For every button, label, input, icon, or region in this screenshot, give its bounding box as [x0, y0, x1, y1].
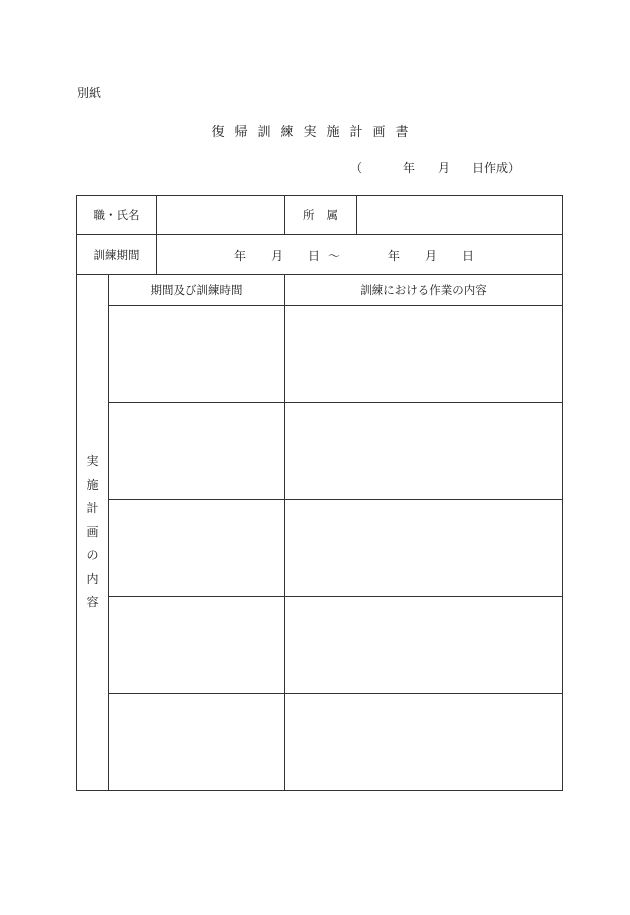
plan-label-char: 計	[86, 501, 99, 516]
annex-label: 別紙	[77, 86, 102, 100]
creation-date-month: 月	[438, 161, 451, 175]
plan-row	[77, 306, 563, 403]
plan-period-cell[interactable]	[109, 403, 285, 500]
affiliation-field[interactable]	[357, 196, 563, 235]
plan-work-cell[interactable]	[285, 306, 563, 403]
name-label: 職・氏名	[77, 196, 157, 235]
affiliation-label-text: 所属	[303, 208, 350, 222]
period-label: 訓練期間	[77, 235, 157, 275]
plan-label-char: 実	[86, 454, 99, 469]
period-start-year: 年	[234, 248, 247, 263]
period-end-year: 年	[388, 248, 401, 263]
period-start-day: 日	[308, 248, 321, 263]
plan-label-char: 容	[86, 595, 99, 610]
plan-period-cell[interactable]	[109, 694, 285, 791]
plan-work-cell[interactable]	[285, 694, 563, 791]
period-row	[77, 235, 563, 275]
name-row	[77, 196, 563, 235]
period-start-month: 月	[271, 248, 284, 263]
plan-label-char: の	[86, 548, 99, 563]
creation-date-day: 日作成）	[472, 161, 521, 175]
plan-row	[77, 694, 563, 791]
plan-period-cell[interactable]	[109, 597, 285, 694]
plan-label-char: 画	[86, 524, 99, 539]
period-field[interactable]	[157, 235, 563, 275]
affiliation-label	[285, 196, 357, 235]
plan-label-char: 内	[86, 571, 99, 586]
plan-period-cell[interactable]	[109, 306, 285, 403]
plan-work-cell[interactable]	[285, 500, 563, 597]
plan-form-table	[76, 195, 563, 791]
plan-row	[77, 597, 563, 694]
plan-period-cell[interactable]	[109, 500, 285, 597]
col-header-period: 期間及び訓練時間	[109, 275, 285, 306]
plan-row	[77, 500, 563, 597]
creation-date-year: 年	[403, 161, 416, 175]
period-end-month: 月	[425, 248, 438, 263]
period-tilde: ～	[328, 248, 341, 263]
plan-label-char: 施	[86, 477, 99, 492]
creation-date-open-paren: （	[350, 161, 363, 175]
plan-header-row	[77, 275, 563, 306]
plan-section-label	[77, 275, 109, 791]
plan-row	[77, 403, 563, 500]
name-field[interactable]	[157, 196, 285, 235]
period-end-day: 日	[462, 248, 475, 263]
creation-date	[348, 159, 521, 175]
plan-work-cell[interactable]	[285, 597, 563, 694]
plan-work-cell[interactable]	[285, 403, 563, 500]
document-title: 復帰訓練実施計画書	[211, 125, 419, 140]
col-header-work: 訓練における作業の内容	[285, 275, 563, 306]
